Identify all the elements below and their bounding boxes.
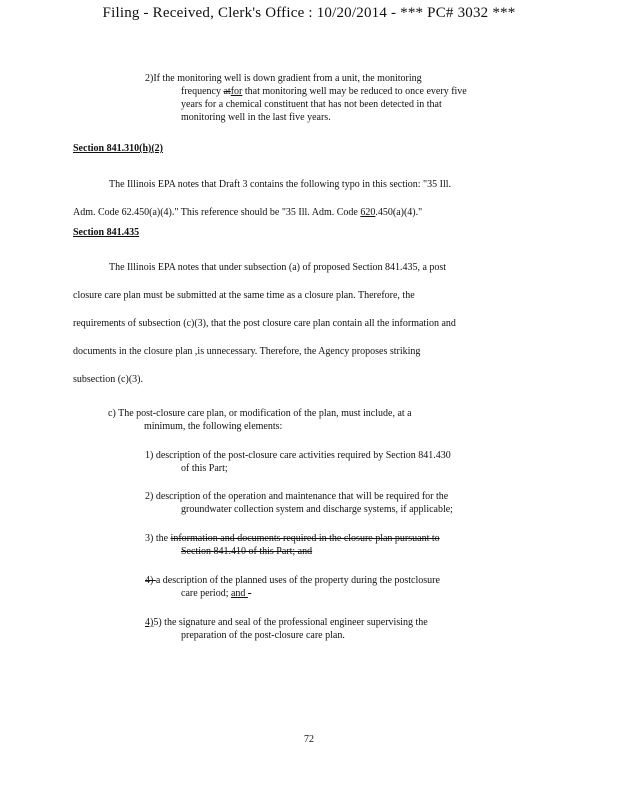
element-line: [145, 574, 440, 587]
inserted-text: 620: [360, 207, 376, 218]
element-1: [145, 449, 451, 475]
struck-text: information and documents required in the closure plan pursuant to: [170, 533, 440, 544]
element-5: [145, 616, 428, 642]
text-segment: 3) the: [145, 533, 171, 544]
section-heading-841-310: Section 841.310(h)(2): [73, 143, 163, 154]
text-segment: care period;: [181, 588, 231, 599]
struck-text: 4): [145, 575, 156, 586]
element-line: 1) description of the post-closure care activities required by Section 841.430: [145, 450, 451, 461]
struck-text: at: [223, 86, 231, 97]
text-segment: frequency: [181, 86, 224, 97]
intro-line-2: minimum, the following elements:: [144, 421, 283, 432]
body-line: subsection (c)(3).: [73, 374, 143, 385]
struck-text: -: [247, 588, 252, 599]
filing-header: Filing - Received, Clerk's Office : 10/20/2014 - *** PC# 3032 ***: [102, 5, 516, 21]
monitoring-paragraph: [145, 72, 467, 124]
inserted-text: for: [230, 86, 243, 97]
section-841-310-body: [73, 171, 451, 227]
text-segment: Adm. Code 62.450(a)(4)." This reference should be "35 Ill. Adm. Code: [73, 207, 361, 218]
section-heading-841-435: Section 841.435: [73, 227, 140, 238]
inserted-text: and: [230, 588, 248, 599]
element-line: [145, 587, 440, 600]
element-line: [145, 545, 440, 558]
body-line: [73, 199, 451, 227]
element-3-struck: [145, 532, 440, 558]
body-line: closure care plan must be submitted at the same time as a closure plan. Therefore, the: [73, 290, 415, 301]
inserted-text: 4): [145, 617, 154, 628]
section-841-435-body: [73, 254, 456, 394]
body-line: The Illinois EPA notes that Draft 3 contains the following typo in this section: "35 Ill.: [109, 179, 452, 190]
monitoring-line-1: 2)If the monitoring well is down gradient from a unit, the monitoring: [145, 73, 422, 84]
intro-line-1: c) The post-closure care plan, or modification of the plan, must include, at a: [108, 408, 412, 419]
element-line: of this Part;: [181, 463, 228, 474]
element-line: preparation of the post-closure care plan.: [181, 630, 345, 641]
element-line: 2) description of the operation and maintenance that will be required for the: [145, 491, 449, 502]
element-4: [145, 574, 440, 600]
text-segment: .450(a)(4).": [375, 207, 423, 218]
monitoring-line-4: monitoring well in the last five years.: [181, 112, 331, 123]
subsection-c-intro: [108, 407, 412, 433]
page-number: 72: [304, 734, 314, 745]
body-line: The Illinois EPA notes that under subsection (a) of proposed Section 841.435, a post: [109, 262, 447, 273]
element-line: [145, 532, 440, 545]
text-segment: that monitoring well may be reduced to once every five: [242, 86, 467, 97]
struck-text: Section 841.410 of this Part; and: [181, 546, 313, 557]
text-segment: a description of the planned uses of the property during the postclosure: [155, 575, 440, 586]
body-line: documents in the closure plan ,is unnecessary. Therefore, the Agency proposes striking: [73, 346, 421, 357]
element-2: [145, 490, 453, 516]
body-line: requirements of subsection (c)(3), that the post closure care plan contain all the information and: [73, 318, 456, 329]
monitoring-line-2: [145, 85, 467, 98]
element-line: [145, 616, 428, 629]
monitoring-line-3: years for a chemical constituent that has not been detected in that: [181, 99, 442, 110]
element-line: groundwater collection system and discharge systems, if applicable;: [181, 504, 453, 515]
text-segment: 5) the signature and seal of the professional engineer supervising the: [153, 617, 428, 628]
